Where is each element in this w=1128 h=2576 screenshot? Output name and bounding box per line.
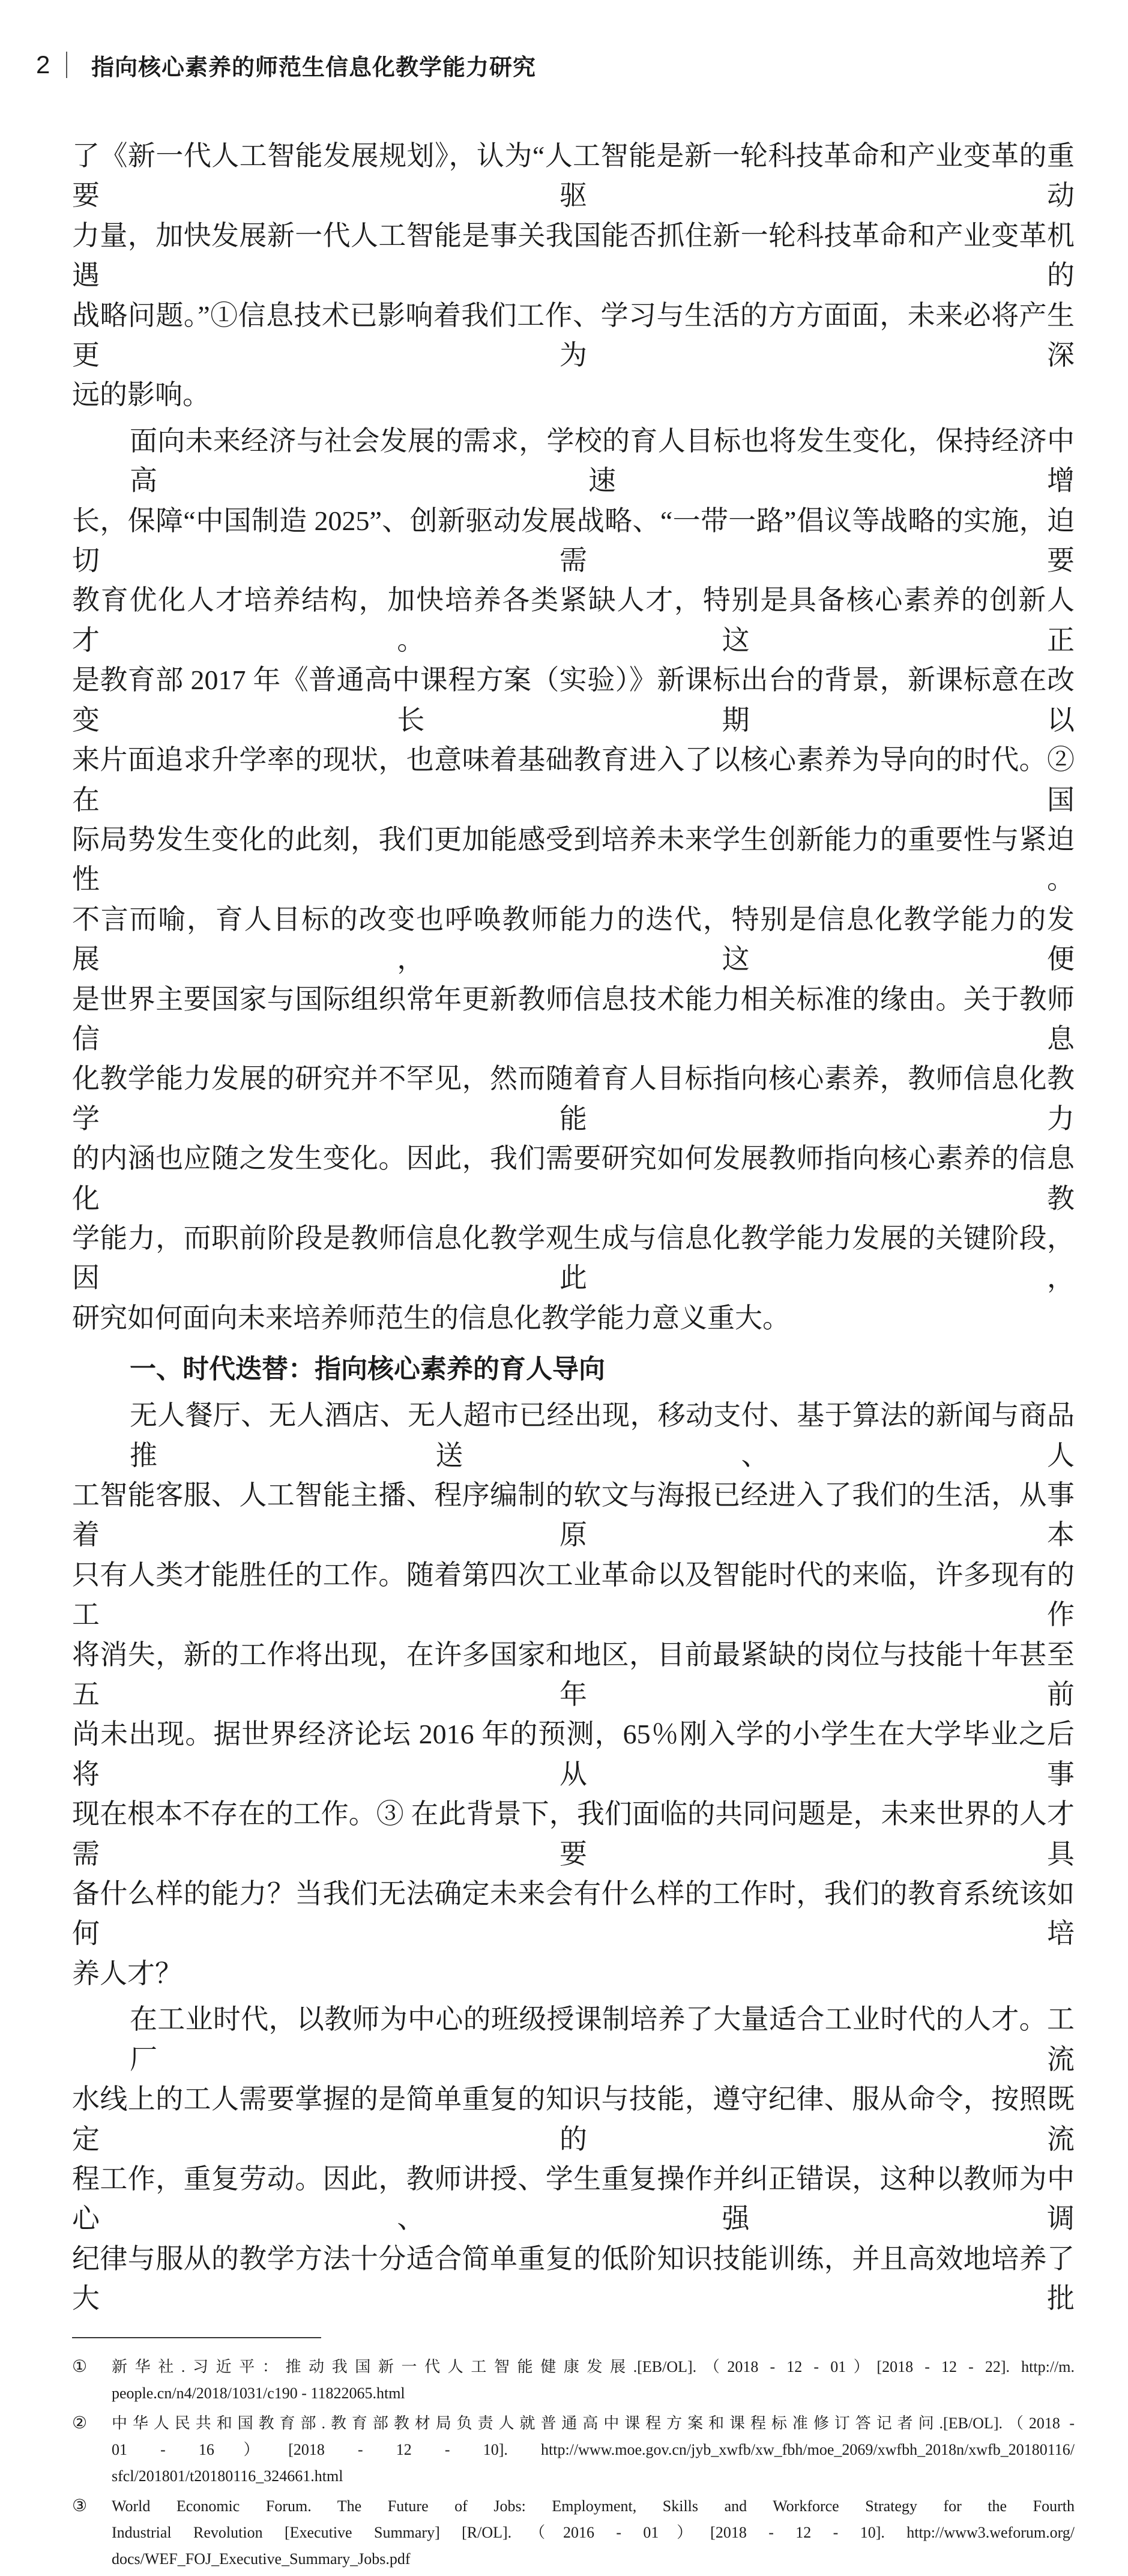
text-line: 养人才？ — [72, 1958, 182, 1989]
page-number: 2 — [36, 50, 50, 79]
footnote — [72, 2493, 1075, 2572]
paragraph — [72, 1396, 1075, 1994]
footnote-separator — [72, 2337, 321, 2338]
footnote-line: sfcl/201801/t20180116_324661.html — [112, 2467, 343, 2485]
text-line: 尚未出现。据世界经济论坛 2016 年的预测，65％刚入学的小学生在大学毕业之后将从事 — [72, 1719, 1075, 1790]
footnote-line: docs/WEF_FOJ_Executive_Summary_Jobs.pdf — [112, 2550, 411, 2568]
text-line: 化教学能力发展的研究并不罕见，然而随着育人目标指向核心素养，教师信息化教学能力 — [72, 1063, 1075, 1134]
text-line: 远的影响。 — [72, 379, 210, 411]
paragraph — [72, 2000, 1075, 2318]
text-line: 学能力，而职前阶段是教师信息化教学观生成与信息化教学能力发展的关键阶段，因此， — [72, 1222, 1075, 1294]
page-body — [72, 136, 1075, 2576]
text-line: 了《新一代人工智能发展规划》，认为“人工智能是新一轮科技革命和产业变革的重要驱动 — [72, 140, 1075, 211]
footnote-marker: ① — [72, 2357, 88, 2376]
text-line: 的内涵也应随之发生变化。因此，我们需要研究如何发展教师指向核心素养的信息化教 — [72, 1143, 1075, 1214]
text-line: 备什么样的能力？当我们无法确定未来会有什么样的工作时，我们的教育系统该如何培 — [72, 1878, 1075, 1949]
text-line: 将消失，新的工作将出现，在许多国家和地区，目前最紧缺的岗位与技能十年甚至五年前 — [72, 1639, 1075, 1710]
running-header — [36, 48, 536, 82]
text-line: 教育优化人才培养结构，加快培养各类紧缺人才，特别是具备核心素养的创新人才。这正 — [72, 585, 1075, 656]
paragraph — [72, 136, 1075, 415]
text-line: 面向未来经济与社会发展的需求，学校的育人目标也将发生变化，保持经济中高速增 — [130, 425, 1075, 496]
footnote-line: 中华人民共和国教育部.教育部教材局负责人就普通高中课程方案和课程标准修订答记者问.[EB/OL].（2018 - — [112, 2414, 1075, 2432]
book-title: 指向核心素养的师范生信息化教学能力研究 — [91, 53, 537, 80]
text-line: 水线上的工人需要掌握的是简单重复的知识与技能，遵守纪律、服从命令，按照既定的流 — [72, 2084, 1075, 2155]
text-line: 是教育部 2017 年《普通高中课程方案（实验）》新课标出台的背景，新课标意在改变长期以 — [72, 665, 1075, 735]
footnote-line: Industrial Revolution [Executive Summary] [R/OL].（2016 - 01）[2018 - 12 - 10]. http://www3.weforum.org/ — [112, 2523, 1075, 2541]
footnote-line: 01 - 16）[2018 - 12 - 10]. http://www.moe.gov.cn/jyb_xwfb/xw_fbh/moe_2069/xwfbh_2018n/xwfb_20180116/ — [112, 2440, 1075, 2458]
text-line: 纪律与服从的教学方法十分适合简单重复的低阶知识技能训练，并且高效地培养了大批 — [72, 2243, 1075, 2314]
text-line: 长，保障“中国制造 2025”、创新驱动发展战略、“一带一路”倡议等战略的实施，迫切需要 — [72, 505, 1075, 576]
text-line: 研究如何面向未来培养师范生的信息化教学能力意义重大。 — [72, 1302, 790, 1333]
text-line: 只有人类才能胜任的工作。随着第四次工业革命以及智能时代的来临，许多现有的工作 — [72, 1559, 1075, 1630]
footnote-marker: ② — [72, 2413, 88, 2433]
text-line: 无人餐厅、无人酒店、无人超市已经出现，移动支付、基于算法的新闻与商品推送、人 — [130, 1400, 1075, 1471]
text-line: 际局势发生变化的此刻，我们更加能感受到培养未来学生创新能力的重要性与紧迫性。 — [72, 824, 1075, 895]
text-line: 战略问题。”①信息技术已影响着我们工作、学习与生活的方方面面，未来必将产生更为深 — [72, 300, 1075, 371]
footnote-line: people.cn/n4/2018/1031/c190 - 11822065.html — [112, 2384, 405, 2402]
header-divider — [66, 52, 67, 78]
text-line: 力量，加快发展新一代人工智能是事关我国能否抓住新一轮科技革命和产业变革机遇的 — [72, 220, 1075, 291]
text-line: 是世界主要国家与国际组织常年更新教师信息技术能力相关标准的缘由。关于教师信息 — [72, 983, 1075, 1054]
text-line: 现在根本不存在的工作。③ 在此背景下，我们面临的共同问题是，未来世界的人才需要具 — [72, 1799, 1075, 1869]
footnote — [72, 2410, 1075, 2490]
footnote-line: World Economic Forum. The Future of Jobs: Employment, Skills and Workforce Strategy for the Fourth — [112, 2497, 1075, 2515]
footnote — [72, 2354, 1075, 2407]
section-heading: 一、时代迭替：指向核心素养的育人导向 — [130, 1354, 605, 1385]
text-line: 在工业时代，以教师为中心的班级授课制培养了大量适合工业时代的人才。工厂流 — [130, 2004, 1075, 2075]
paragraph — [72, 421, 1075, 1338]
text-line: 不言而喻，育人目标的改变也呼唤教师能力的迭代，特别是信息化教学能力的发展，这便 — [72, 903, 1075, 975]
text-line: 工智能客服、人工智能主播、程序编制的软文与海报已经进入了我们的生活，从事着原本 — [72, 1480, 1075, 1551]
text-line: 来片面追求升学率的现状，也意味着基础教育进入了以核心素养为导向的时代。② 在国 — [72, 744, 1075, 815]
text-line: 程工作，重复劳动。因此，教师讲授、学生重复操作并纠正错误，这种以教师为中心、强调 — [72, 2163, 1075, 2234]
footnote-marker: ③ — [72, 2496, 88, 2515]
footnote-line: 新华社.习近平：推动我国新一代人工智能健康发展.[EB/OL].（2018 - 12 - 01）[2018 - 12 - 22]. http://m. — [112, 2357, 1075, 2375]
